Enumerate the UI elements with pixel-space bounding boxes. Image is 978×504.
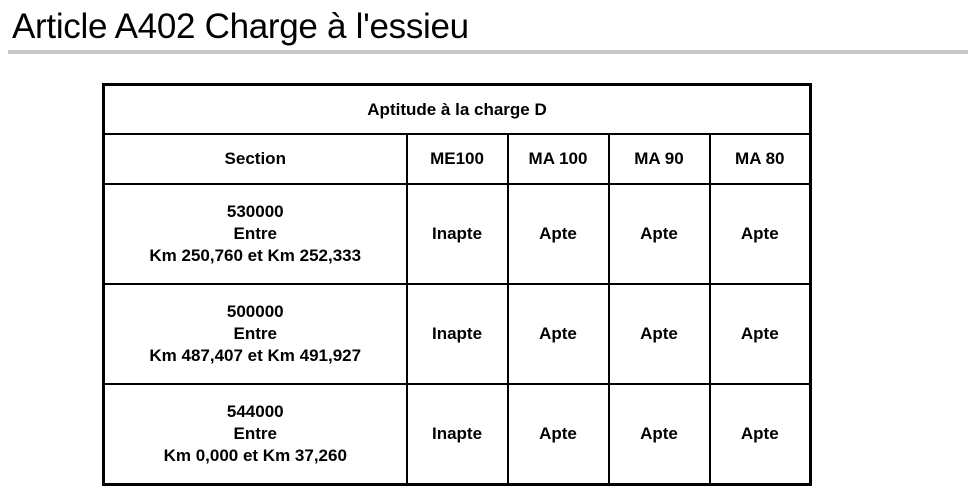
section-between: Entre (233, 324, 277, 343)
value-cell-ma90: Apte (609, 284, 710, 384)
value-cell-ma90: Apte (609, 184, 710, 284)
table-row (104, 184, 811, 284)
section-cell (104, 384, 407, 485)
section-km-range: Km 0,000 et Km 37,260 (163, 446, 347, 465)
page-title: Article A402 Charge à l'essieu (12, 7, 469, 46)
value-cell-ma90: Apte (609, 384, 710, 485)
table-caption-row (104, 85, 811, 135)
value-cell-ma80: Apte (710, 184, 811, 284)
value-cell-me100: Inapte (407, 384, 508, 485)
section-code: 530000 (226, 202, 284, 221)
section-cell (104, 284, 407, 384)
value-cell-ma100: Apte (508, 184, 609, 284)
table-caption: Aptitude à la charge D (104, 85, 811, 135)
section-code: 544000 (226, 402, 284, 421)
value-cell-ma100: Apte (508, 284, 609, 384)
column-header-ma80: MA 80 (710, 134, 811, 184)
title-divider (8, 50, 968, 54)
section-code: 500000 (226, 302, 284, 321)
column-header-section: Section (104, 134, 407, 184)
table-row (104, 284, 811, 384)
table-row (104, 384, 811, 485)
column-header-ma90: MA 90 (609, 134, 710, 184)
value-cell-me100: Inapte (407, 184, 508, 284)
value-cell-me100: Inapte (407, 284, 508, 384)
section-cell (104, 184, 407, 284)
value-cell-ma100: Apte (508, 384, 609, 485)
column-header-me100: ME100 (407, 134, 508, 184)
axle-load-table (102, 83, 812, 486)
value-cell-ma80: Apte (710, 284, 811, 384)
column-header-ma100: MA 100 (508, 134, 609, 184)
table-header-row (104, 134, 811, 184)
section-between: Entre (233, 424, 277, 443)
section-km-range: Km 487,407 et Km 491,927 (149, 346, 362, 365)
value-cell-ma80: Apte (710, 384, 811, 485)
section-km-range: Km 250,760 et Km 252,333 (149, 246, 362, 265)
section-between: Entre (233, 224, 277, 243)
